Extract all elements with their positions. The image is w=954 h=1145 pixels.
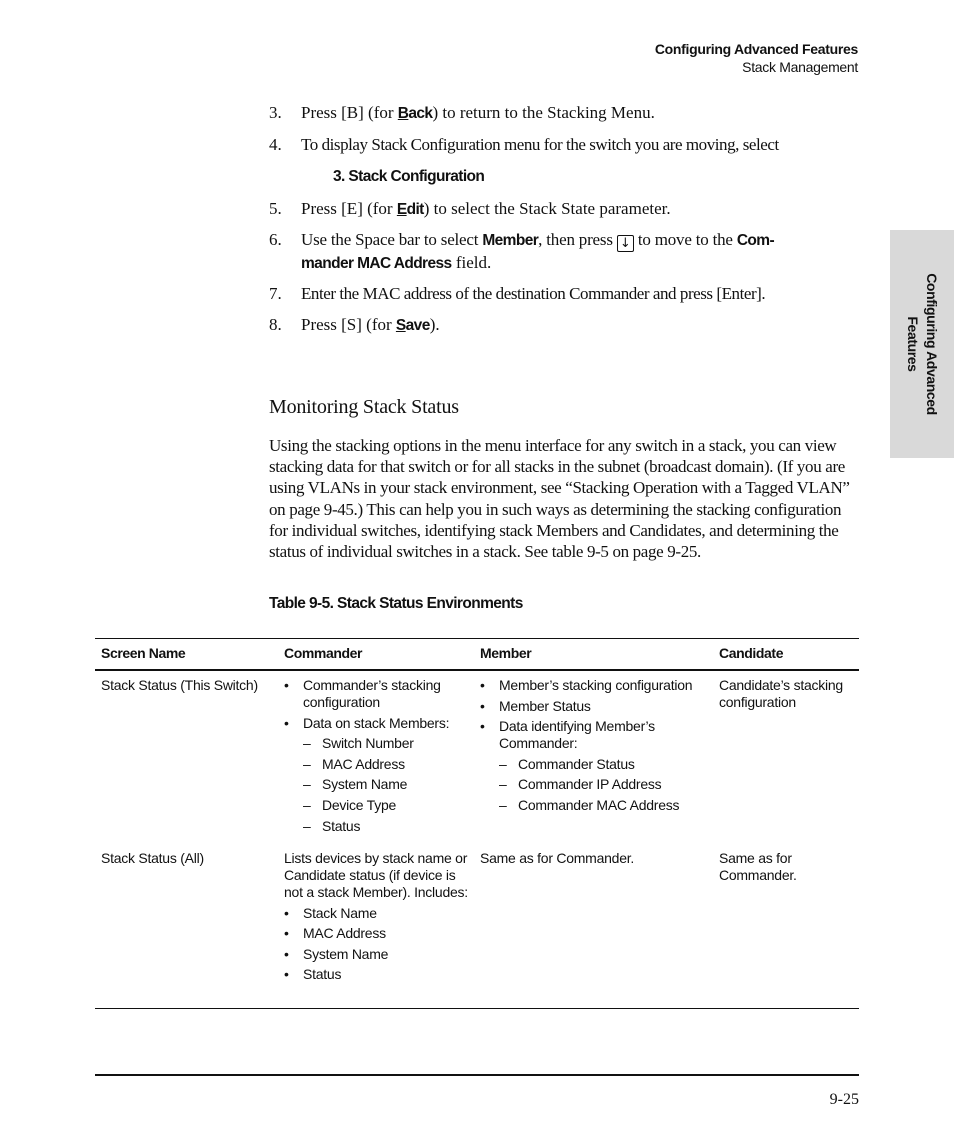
list-item: • Data on stack Members: (284, 714, 450, 731)
key-label-save: Save (395, 317, 430, 334)
chapter-side-tab-label: Configuring Advanced Features (905, 273, 940, 415)
sub-list-item: – Commander Status (499, 755, 635, 772)
running-header-subtitle: Stack Management (742, 59, 858, 75)
footer-rule (95, 1074, 859, 1076)
table-cell-candidate: Candidate’s stacking configuration (719, 677, 843, 710)
table-cell-candidate: Same as for Commander. (719, 850, 797, 883)
list-item: • Commander’s stacking configuration (284, 677, 441, 710)
down-arrow-key-icon: ↓ (617, 235, 634, 252)
table-cell-member (480, 677, 716, 818)
page-number: 9-25 (829, 1091, 859, 1108)
field-label-commander-mac-address: mander MAC Address (301, 255, 452, 272)
table-cell-screen-name: Stack Status (This Switch) (101, 677, 258, 693)
sub-list-item: – Status (303, 817, 361, 834)
menu-item-stack-configuration: 3. Stack Configuration (333, 168, 485, 185)
list-item: • System Name (284, 945, 389, 962)
sub-list-item: – MAC Address (303, 755, 405, 772)
section-heading: Monitoring Stack Status (269, 396, 459, 418)
sub-list-item: – System Name (303, 776, 408, 793)
sub-list-item: – Commander MAC Address (499, 796, 680, 813)
table-header-member: Member (480, 645, 532, 661)
list-item: • Data identifying Member’s Commander: (480, 718, 655, 752)
table-top-rule (95, 638, 859, 639)
table-cell-commander: Lists devices by stack name or Candidate status (if device is not a stack Member). Includes: • Stack Name • MAC Address • System Name • Status (284, 850, 472, 987)
list-item: • Status (284, 966, 342, 983)
sub-list-item: – Commander IP Address (499, 776, 662, 793)
table-cell-screen-name: Stack Status (All) (101, 850, 204, 866)
body-paragraph: Using the stacking options in the menu interface for any switch in a stack, you can view stacking data for that switch or for all stacks in the subnet (broadcast domain). (If you are using VLANs in your stack environment, see “Stacking Operation with a Tagged VLAN” on page 9-45.) This can help you in such ways as determining the stacking configuration for individual switches, identifying stack Members and Candidates, and determining the status of individual switches in a stack. See table 9-5 on page 9-25. (269, 436, 850, 562)
chapter-side-tab (890, 230, 954, 458)
key-label-edit: Edit (396, 201, 424, 218)
table-cell-member: Same as for Commander. (480, 850, 635, 866)
list-item: • MAC Address (284, 925, 386, 942)
table-bottom-rule (95, 1008, 859, 1009)
table-header-candidate: Candidate (719, 645, 784, 661)
sub-list-item: – Device Type (303, 796, 397, 813)
table-header-rule (95, 669, 859, 671)
sub-list-item: – Switch Number (303, 735, 414, 752)
running-header-title: Configuring Advanced Features (654, 41, 858, 57)
table-caption: Table 9-5. Stack Status Environments (269, 595, 523, 612)
table-header-screen-name: Screen Name (101, 645, 186, 661)
table-cell-commander (284, 677, 472, 838)
list-item: • Stack Name (284, 904, 377, 921)
list-item: • Member’s stacking configuration (480, 677, 693, 693)
key-label-back: Back (397, 105, 433, 122)
list-item: • Member Status (480, 697, 591, 714)
table-header-commander: Commander (284, 645, 363, 661)
field-label-member: Member (482, 232, 539, 249)
